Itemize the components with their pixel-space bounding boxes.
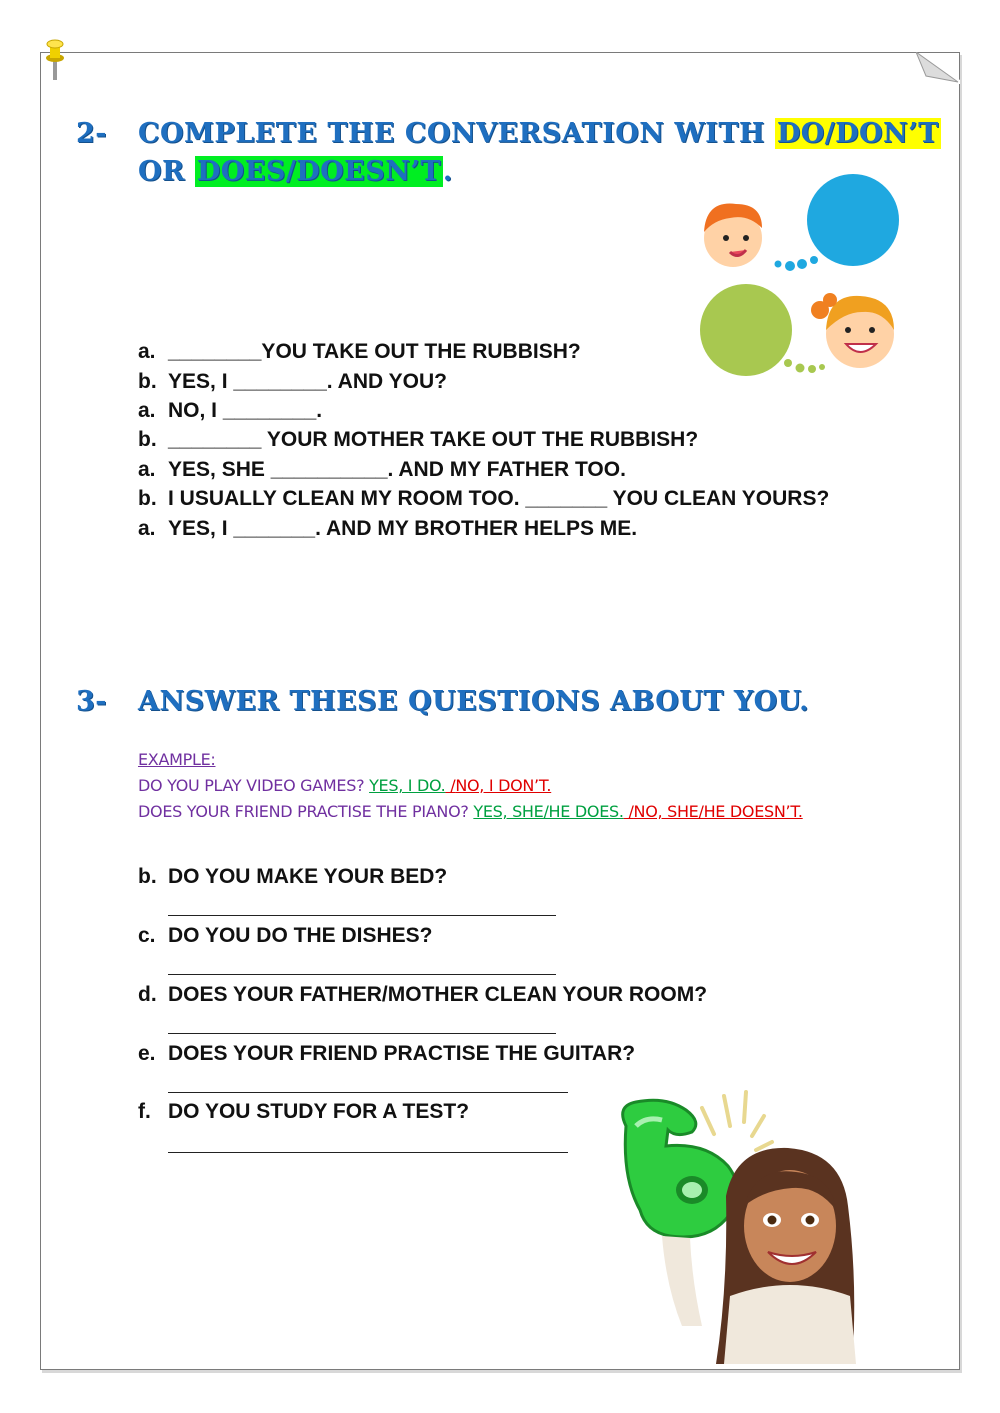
section-2-title-end: .	[442, 156, 453, 187]
answer-line-f[interactable]	[168, 1152, 568, 1153]
section-2-title-start: COMPLETE THE CONVERSATION WITH	[138, 118, 775, 149]
section-3-heading	[76, 686, 936, 726]
example-2: DOES YOUR FRIEND PRACTISE THE PIANO? YES, SHE/HE DOES. /NO, SHE/HE DOESN’T.	[138, 802, 803, 821]
girl-with-foam-hand-illustration	[606, 1086, 878, 1366]
highlight-do-dont: DO/DON’T	[776, 118, 939, 149]
answer-line-b[interactable]	[168, 915, 556, 916]
section-3-number: 3-	[76, 686, 107, 717]
section-2-number: 2-	[76, 118, 107, 149]
pushpin-icon	[40, 38, 70, 82]
section-3-title: ANSWER THESE QUESTIONS ABOUT YOU.	[138, 686, 810, 717]
chatting-kids-illustration	[696, 170, 906, 380]
page-curl-icon	[916, 52, 960, 84]
highlight-does-doesnt: DOES/DOESN’T	[196, 156, 441, 187]
example-1: DO YOU PLAY VIDEO GAMES? YES, I DO. /NO, I DON’T.	[138, 776, 552, 795]
section-2-title-mid: OR	[138, 156, 195, 187]
answer-line-c[interactable]	[168, 974, 556, 975]
answer-line-e[interactable]	[168, 1092, 568, 1093]
answer-line-d[interactable]	[168, 1033, 556, 1034]
example-label: EXAMPLE:	[138, 750, 216, 769]
